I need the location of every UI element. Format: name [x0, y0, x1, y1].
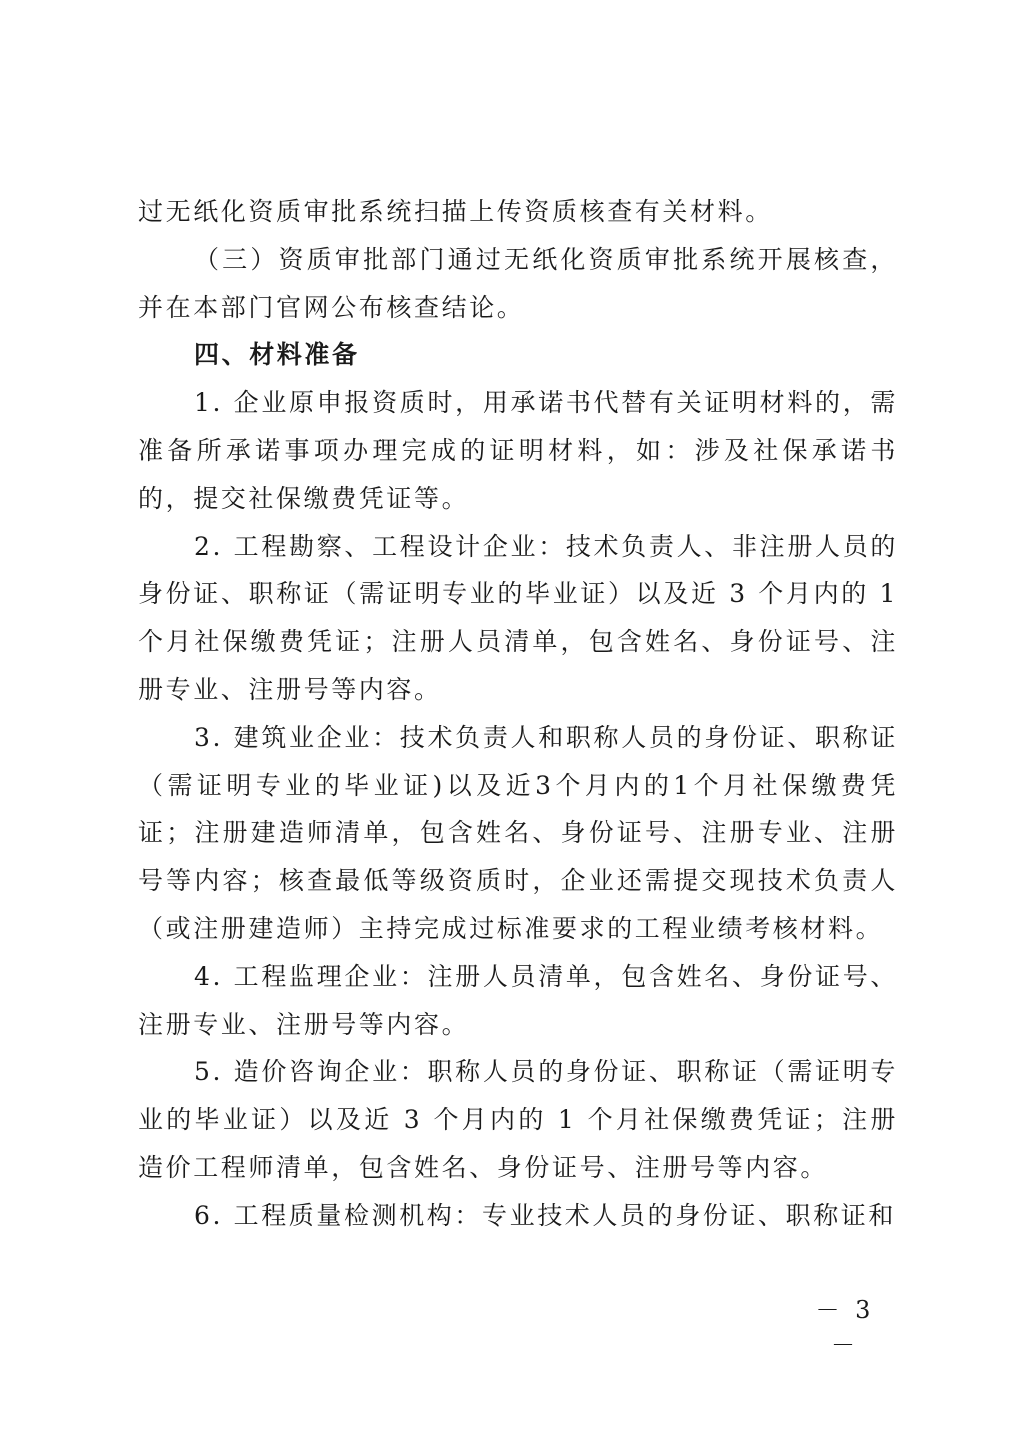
list-item-6: 6. 工程质量检测机构：专业技术人员的身份证、职称证和: [194, 1200, 897, 1230]
page-number: － 3 －: [815, 1296, 875, 1359]
list-item-2: 2. 工程勘察、工程设计企业：技术负责人、非注册人员的身份证、职称证（需证明专业的毕业证）以及近 3 个月内的 1 个月社保缴费凭证；注册人员清单，包含姓名、身份证号、注册专业、注册号等内容。: [138, 531, 898, 704]
list-item-4: 4. 工程监理企业：注册人员清单，包含姓名、身份证号、注册专业、注册号等内容。: [138, 961, 898, 1039]
section-heading-materials: 四、材料准备: [194, 340, 360, 370]
document-body: [138, 188, 898, 1240]
list-item-5: 5. 造价咨询企业：职称人员的身份证、职称证（需证明专业的毕业证）以及近 3 个月内的 1 个月社保缴费凭证；注册造价工程师清单，包含姓名、身份证号、注册号等内容。: [138, 1057, 898, 1182]
list-item-3: 3. 建筑业企业：技术负责人和职称人员的身份证、职称证（需证明专业的毕业证)以及近3个月内的1个月社保缴费凭证；注册建造师清单，包含姓名、身份证号、注册专业、注册号等内容；核查最低等级资质时，企业还需提交现技术负责人（或注册建造师）主持完成过标准要求的工程业绩考核材料。: [138, 722, 898, 943]
paragraph-step-3: （三）资质审批部门通过无纸化资质审批系统开展核查，并在本部门官网公布核查结论。: [138, 244, 898, 322]
paragraph-continuation: 过无纸化资质审批系统扫描上传资质核查有关材料。: [138, 197, 773, 226]
list-item-1: 1. 企业原申报资质时，用承诺书代替有关证明材料的，需准备所承诺事项办理完成的证明材料，如：涉及社保承诺书的，提交社保缴费凭证等。: [138, 388, 898, 513]
